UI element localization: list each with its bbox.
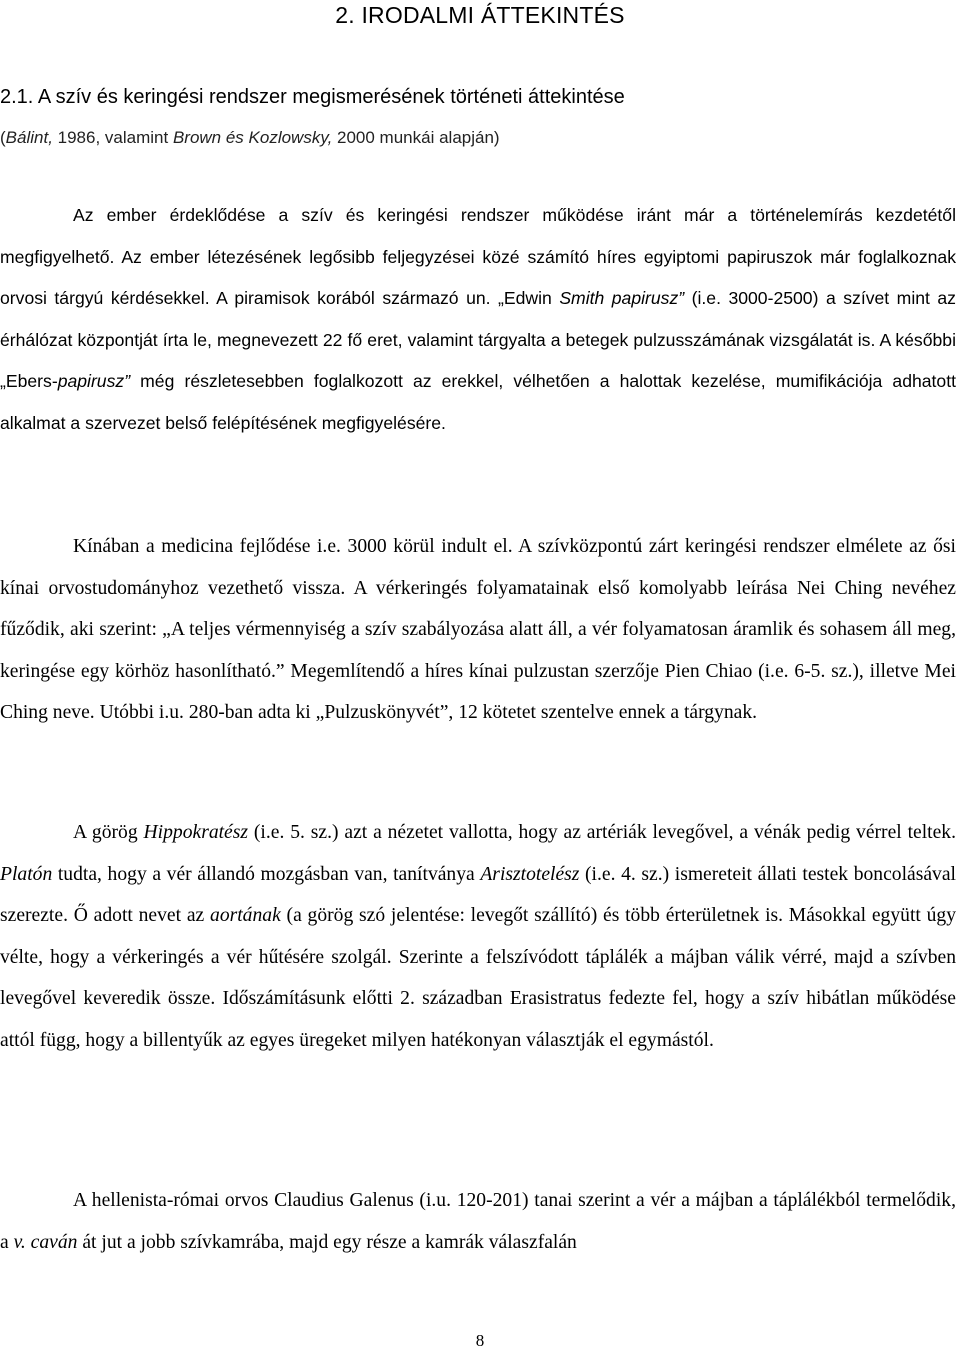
paragraph-italic: Arisztotelész xyxy=(480,863,580,885)
paragraph-text: át jut a jobb szívkamrába, majd egy része a kamrák válaszfalán xyxy=(77,1231,577,1253)
paragraph-text: A hellenista-római orvos Claudius Galenus (i.u. 120-201) tanai szerint a vér a májban a táplálékból termelődik, a xyxy=(0,1190,956,1253)
section-title: 2.1. A szív és keringési rendszer megismerésének történeti áttekintése xyxy=(0,86,625,108)
source-mid: 1986, valamint xyxy=(52,128,173,147)
paragraph-text: Kínában a medicina fejlődése i.e. 3000 körül indult el. A szívközpontú zárt keringési rendszer elmélete az ősi kínai orvostudományhoz vezethető vissza. A vérkeringés folyamatainak első komolyabb leírása Nei Ching nevéhez fűződik, aki szerint: „A teljes vérmennyiség a szív szabályozása alatt áll, a vér folyamatosan áramlik és sohasem áll meg, keringése egy körhöz hasonlítható.” Megemlítendő a híres kínai pulzustan szerzője Pien Chiao (i.e. 6-5. sz.), illetve Mei Ching neve. Utóbbi i.u. 280-ban adta ki „Pulzuskönyvét”, 12 kötetet szentelve ennek a tárgynak. xyxy=(0,536,956,723)
paragraph-text: (i.e. 3000-2500) a szívet mint az érhálózat központját írta le, megnevezett 22 fő eret, valamint tárgyalta a betegek pulzusszámának vizsgálatát is. A későbbi „Ebers- xyxy=(0,288,956,391)
paragraph-text: A görög xyxy=(73,822,144,843)
paragraph-egypt xyxy=(0,195,956,444)
paragraph-italic: Platón xyxy=(0,863,53,885)
paragraph-text: (i.e. 4. sz.) ismereteit állati testek boncolásával szerezte. Ő adott nevet az xyxy=(0,863,956,926)
paragraph-text: (i.e. 5. sz.) azt a nézetet vallotta, hogy az artériák levegővel, a vénák pedig vérrel teltek. xyxy=(248,822,957,843)
paragraph-text: tudta, hogy a vér állandó mozgásban van, tanítványa xyxy=(52,863,481,885)
paragraph-galenus xyxy=(0,1180,956,1263)
paragraph-italic: papirusz” xyxy=(57,371,131,391)
paragraph-greece xyxy=(0,812,956,1061)
paragraph-text: (a görög szó jelentése: levegőt szállító) és több érterületnek is. Másokkal együtt úgy vélte, hogy a vérkeringés a vér hűtésére szolgál. Szerinte a felszívódott táplálék a májban válik vérré, majd a szívben levegővel keveredik össze. Időszámításunk előtti 2. században Erasistratus fedezte fel, hogy a szív hibátlan működése attól függ, hogy a billentyűk az egyes üregeket milyen hatékonyan választják el egymástól. xyxy=(0,905,956,1051)
paragraph-text: még részletesebben foglalkozott az erekkel, vélhetően a halottak kezelése, mumifikációja adhatott alkalmat a szervezet belső felépítésének megfigyelésére. xyxy=(0,371,956,433)
paragraph-china xyxy=(0,526,956,734)
source-author-2: Brown és Kozlowsky, xyxy=(172,128,333,147)
paragraph-text: Az ember érdeklődése a szív és keringési rendszer működése iránt már a történelemírás kezdetétől megfigyelhető. Az ember létezésének legősibb feljegyzései közé számító híres egyiptomi papiruszok már foglalkoznak orvosi tárgyú kérdésekkel. A piramisok korából származó un. „Edwin xyxy=(0,205,956,308)
chapter-title: 2. IRODALMI ÁTTEKINTÉS xyxy=(335,2,625,28)
paragraph-italic: aortának xyxy=(210,905,281,926)
source-tail: 2000 munkái alapján) xyxy=(332,128,500,147)
source-open: ( xyxy=(0,128,6,147)
paragraph-italic: v. caván xyxy=(13,1231,78,1253)
source-author-1: Bálint, xyxy=(5,128,53,147)
paragraph-italic: Smith papirusz” xyxy=(559,288,685,308)
page-number: 8 xyxy=(475,1331,485,1350)
paragraph-italic: Hippokratész xyxy=(143,822,249,843)
section-source xyxy=(0,128,500,148)
